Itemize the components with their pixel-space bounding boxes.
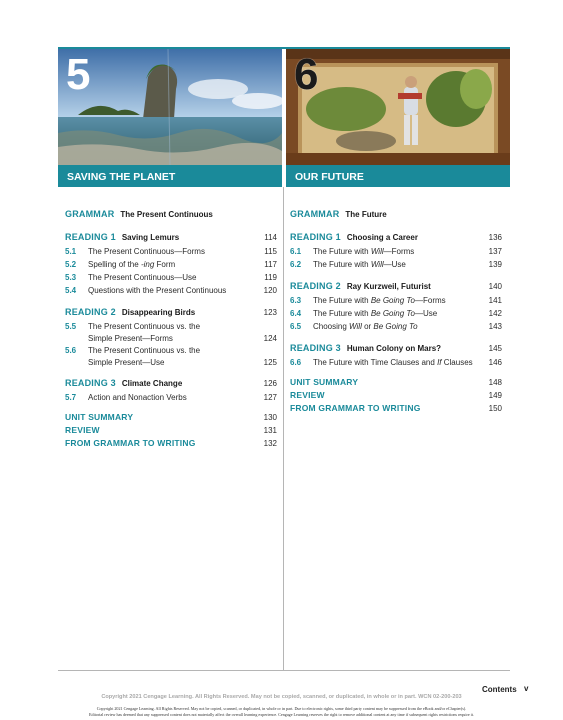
page-number: 130 bbox=[263, 413, 277, 422]
unit-number: 6 bbox=[294, 50, 319, 99]
copyright-fine-print: Copyright 2021 Cengage Learning. All Rights Reserved. May not be copied, scanned, or duplicated, in whole or in part. Due to electronic rights, some third party content may be suppressed from the eBook and/or eChapter(s). bbox=[96, 706, 467, 711]
section-title: Questions with the Present Continuous bbox=[88, 286, 227, 295]
grammar-heading bbox=[65, 209, 277, 221]
reading-label: READING 1 bbox=[290, 232, 341, 242]
reading-heading[interactable] bbox=[65, 378, 277, 390]
reading-heading[interactable] bbox=[290, 281, 502, 293]
grammar-to-writing-link[interactable]: FROM GRAMMAR TO WRITING 150 bbox=[290, 403, 502, 413]
section-title: The Future with Will—Forms bbox=[313, 247, 415, 256]
page-number: 136 bbox=[488, 233, 502, 242]
section-title: Action and Nonaction Verbs bbox=[88, 393, 187, 402]
reading-heading[interactable] bbox=[290, 232, 502, 244]
section-title: The Future with Be Going To—Use bbox=[313, 309, 438, 318]
bottom-rule bbox=[58, 670, 510, 671]
running-footer-label: Contents bbox=[482, 685, 517, 694]
section-number: 5.6 bbox=[65, 346, 77, 355]
grammar-topic: The Future bbox=[345, 210, 387, 219]
reading-title: Disappearing Birds bbox=[121, 308, 196, 317]
reading-label: READING 3 bbox=[290, 343, 341, 353]
section-number: 5.4 bbox=[65, 286, 77, 295]
section-number: 6.2 bbox=[290, 260, 302, 269]
section-title: The Present Continuous—Use bbox=[88, 273, 197, 282]
section-number: 5.3 bbox=[65, 273, 77, 282]
section-number: 5.2 bbox=[65, 260, 77, 269]
section-title: The Future with Be Going To—Forms bbox=[313, 296, 446, 305]
reading-title: Human Colony on Mars? bbox=[346, 344, 442, 353]
page-number: 139 bbox=[488, 260, 502, 269]
page-number: 124 bbox=[263, 334, 277, 343]
section-title: Spelling of the -ing Form bbox=[88, 260, 176, 269]
reading-label: READING 1 bbox=[65, 232, 116, 242]
section-title: Choosing Will or Be Going To bbox=[313, 322, 418, 331]
grammar-to-writing-link[interactable]: FROM GRAMMAR TO WRITING 132 bbox=[65, 438, 277, 448]
reading-label: READING 2 bbox=[65, 307, 116, 317]
unit-5-banner-photo bbox=[58, 49, 282, 165]
copyright-fine-print: Editorial review has deemed that any suppressed content does not materially affect the overall learning experience. Cengage Learning reserves the right to remove additional content at any time if subsequent rights restrictions require it. bbox=[89, 712, 474, 717]
grammar-topic: The Present Continuous bbox=[120, 210, 213, 219]
reading-label: READING 2 bbox=[290, 281, 341, 291]
section-title: The Future with Time Clauses and If Clauses bbox=[313, 358, 473, 367]
section-title: The Present Continuous—Forms bbox=[88, 247, 205, 256]
grammar-heading bbox=[290, 209, 502, 221]
section-number: 5.5 bbox=[65, 322, 77, 331]
reading-heading[interactable] bbox=[65, 307, 277, 319]
reading-label: READING 3 bbox=[65, 378, 116, 388]
review-link[interactable]: REVIEW 149 bbox=[290, 390, 502, 400]
section-number: 6.6 bbox=[290, 358, 302, 367]
unit-summary-link[interactable]: UNIT SUMMARY 130 bbox=[65, 412, 277, 422]
reading-title: Ray Kurzweil, Futurist bbox=[346, 282, 431, 291]
page-number: 131 bbox=[263, 426, 277, 435]
section-number: 5.1 bbox=[65, 247, 77, 256]
unit-6-title-bar: OUR FUTURE bbox=[286, 165, 510, 187]
page-number: 148 bbox=[488, 378, 502, 387]
page-roman-numeral: v bbox=[524, 684, 529, 693]
section-number: 6.1 bbox=[290, 247, 302, 256]
page-number: 142 bbox=[488, 309, 502, 318]
page-number: 114 bbox=[264, 233, 277, 242]
page-number: 120 bbox=[263, 286, 277, 295]
section-number: 5.7 bbox=[65, 393, 77, 402]
copyright-watermark: Copyright 2021 Cengage Learning. All Rights Reserved. May not be copied, scanned, or duplicated, in whole or in part. WCN 02-200-203 bbox=[101, 694, 462, 700]
reading-title: Climate Change bbox=[121, 379, 183, 388]
section-title-line-1: The Present Continuous vs. the bbox=[88, 346, 201, 355]
section-number: 6.3 bbox=[290, 296, 302, 305]
page-number: 125 bbox=[263, 358, 277, 367]
unit-6-banner-photo bbox=[286, 49, 510, 165]
page-number: 117 bbox=[264, 260, 277, 269]
section-number: 6.4 bbox=[290, 309, 302, 318]
unit-number: 5 bbox=[66, 50, 91, 99]
page-number: 119 bbox=[264, 273, 277, 282]
page-number: 141 bbox=[488, 296, 502, 305]
page-number: 115 bbox=[264, 247, 277, 256]
review-link[interactable]: REVIEW 131 bbox=[65, 425, 277, 435]
page-number: 150 bbox=[488, 404, 502, 413]
section-title-line-1: The Present Continuous vs. the bbox=[88, 322, 201, 331]
section-title-line-2: Simple Present—Use bbox=[88, 358, 165, 367]
reading-title: Saving Lemurs bbox=[121, 233, 180, 242]
section-title-line-2: Simple Present—Forms bbox=[88, 334, 173, 343]
page-number: 145 bbox=[488, 344, 502, 353]
reading-title: Choosing a Career bbox=[346, 233, 418, 242]
reading-heading[interactable] bbox=[290, 343, 502, 355]
column-divider bbox=[283, 187, 284, 671]
page-number: 146 bbox=[488, 358, 502, 367]
reading-heading[interactable] bbox=[65, 232, 277, 244]
page-number: 127 bbox=[263, 393, 277, 402]
page-number: 132 bbox=[263, 439, 277, 448]
section-number: 6.5 bbox=[290, 322, 302, 331]
page-number: 143 bbox=[488, 322, 502, 331]
page-number: 149 bbox=[488, 391, 502, 400]
unit-5-title-bar: SAVING THE PLANET bbox=[58, 165, 282, 187]
unit-summary-link[interactable]: UNIT SUMMARY 148 bbox=[290, 377, 502, 387]
grammar-label: GRAMMAR bbox=[65, 209, 115, 219]
section-title: The Future with Will—Use bbox=[313, 260, 406, 269]
page-number: 126 bbox=[263, 379, 277, 388]
page-number: 137 bbox=[488, 247, 502, 256]
page-number: 123 bbox=[263, 308, 277, 317]
grammar-label: GRAMMAR bbox=[290, 209, 340, 219]
page-number: 140 bbox=[488, 282, 502, 291]
